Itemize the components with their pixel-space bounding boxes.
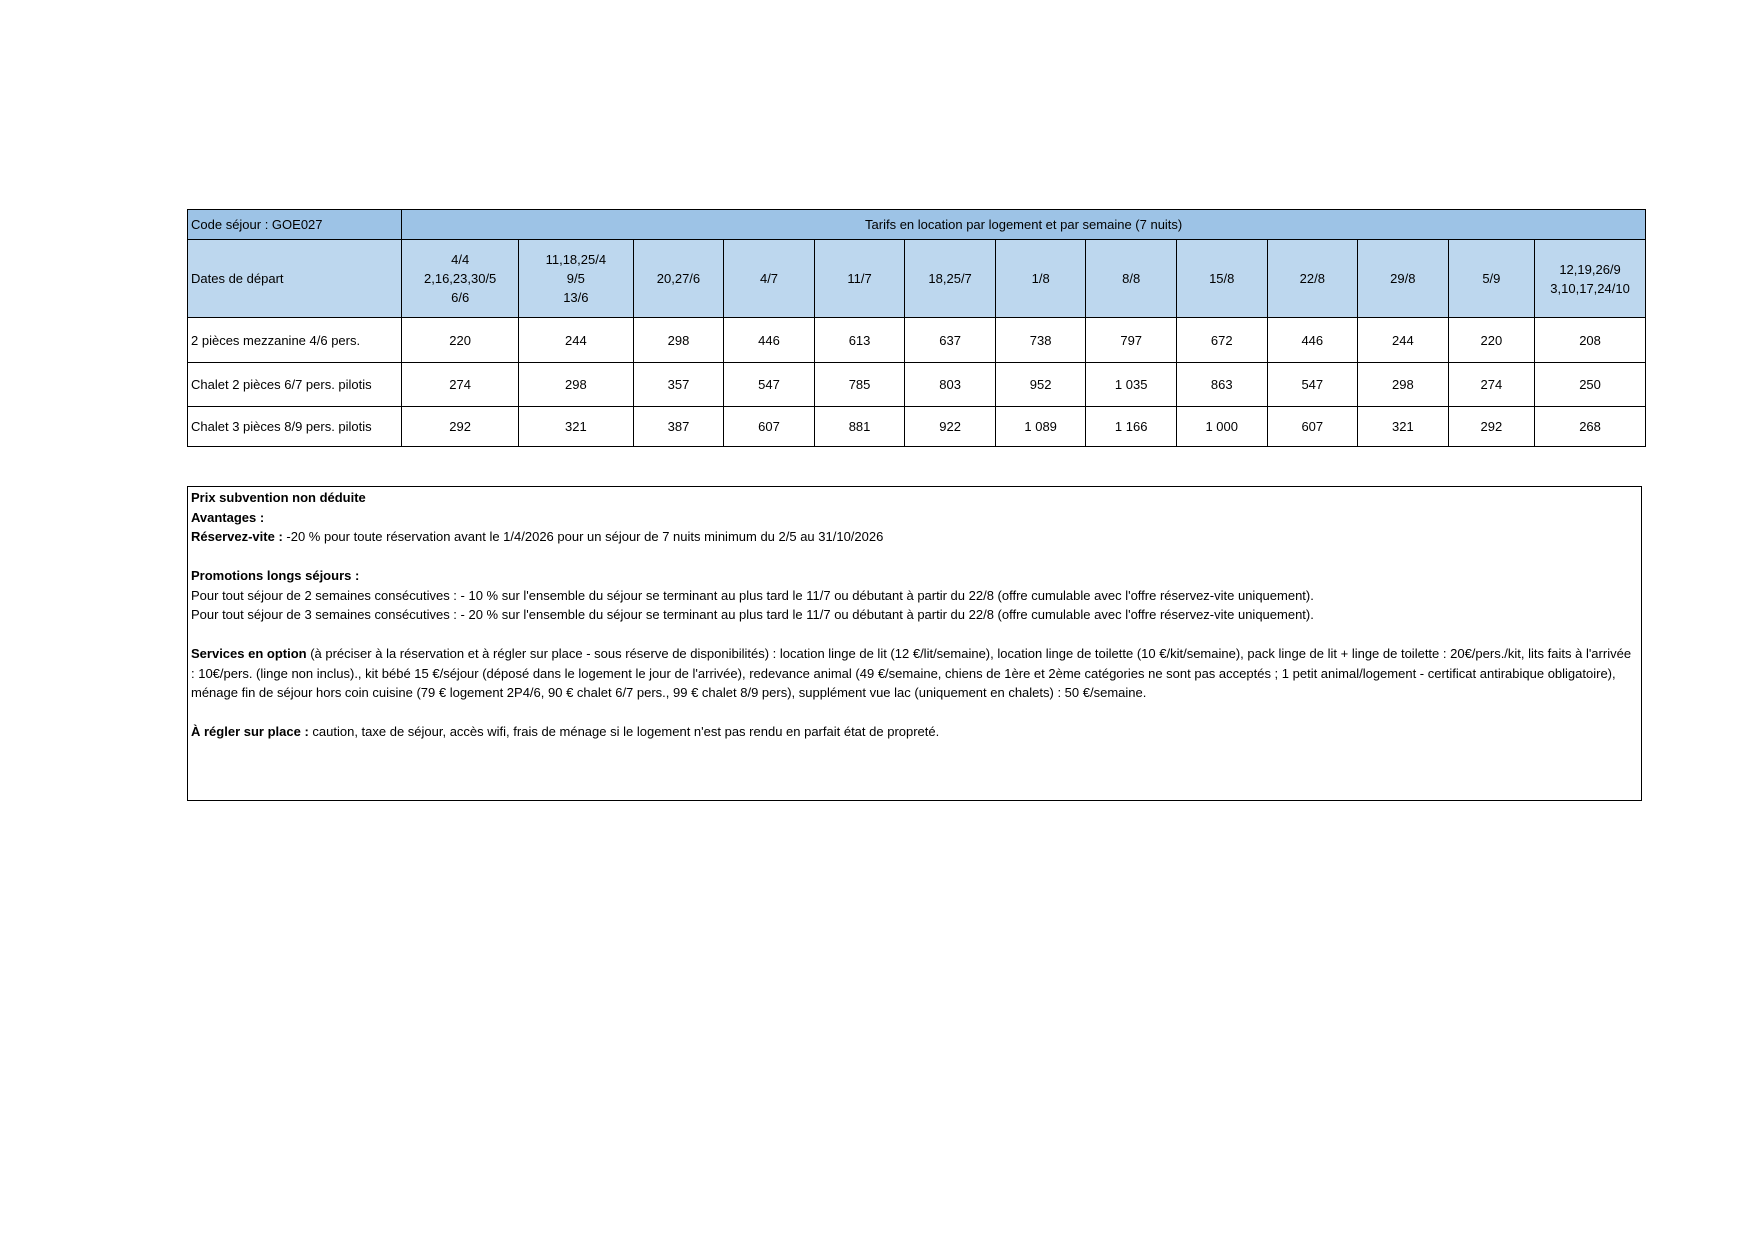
accommodation-label: Chalet 2 pièces 6/7 pers. pilotis: [188, 363, 402, 407]
price-cell: 607: [1267, 407, 1358, 447]
price-cell: 785: [814, 363, 905, 407]
date-column-header: 29/8: [1358, 240, 1449, 318]
price-cell: 1 089: [995, 407, 1086, 447]
table-header-row: [188, 210, 1646, 240]
price-cell: 292: [1448, 407, 1535, 447]
rates-table: [187, 209, 1646, 447]
price-cell: 672: [1176, 318, 1267, 363]
early-booking-line: [191, 527, 1638, 547]
price-cell: 803: [905, 363, 996, 407]
accommodation-label: Chalet 3 pièces 8/9 pers. pilotis: [188, 407, 402, 447]
date-column-header: 5/9: [1448, 240, 1535, 318]
price-cell: 298: [519, 363, 634, 407]
date-column-header: 22/8: [1267, 240, 1358, 318]
price-cell: 881: [814, 407, 905, 447]
dates-row: [188, 240, 1646, 318]
dates-label: Dates de départ: [188, 240, 402, 318]
price-cell: 220: [1448, 318, 1535, 363]
price-cell: 298: [1358, 363, 1449, 407]
price-cell: 1 035: [1086, 363, 1177, 407]
price-cell: 321: [1358, 407, 1449, 447]
date-column-header: 4/4 2,16,23,30/5 6/6: [402, 240, 519, 318]
price-cell: 1 166: [1086, 407, 1177, 447]
price-cell: 274: [402, 363, 519, 407]
price-cell: 220: [402, 318, 519, 363]
services-paragraph: [191, 644, 1638, 703]
early-booking-label: Réservez-vite :: [191, 529, 283, 544]
price-cell: 244: [1358, 318, 1449, 363]
onsite-paragraph: [191, 722, 1638, 742]
date-column-header: 8/8: [1086, 240, 1177, 318]
services-text: (à préciser à la réservation et à régler sur place - sous réserve de disponibilités) : location linge de lit (12 €/lit/semaine), location linge de toilette (10 €/kit/semaine), pack linge de lit + linge de toilette : 20€/pers./kit, lits faits à l'arrivée : 10€/pers. (linge non inclus)., kit bébé 15 €/séjour (déposé dans le logement le jour de l'arrivée), redevance animal (49 €/semaine, chiens de 1ère et 2ème catégories ne sont pas acceptés ; 1 petit animal/logement - certificat antirabique obligatoire), ménage fin de séjour hors coin cuisine (79 € logement 2P4/6, 90 € chalet 6/7 pers., 99 € chalet 8/9 pers), supplément vue lac (uniquement en chalets) : 50 €/semaine.: [191, 646, 1632, 700]
price-cell: 244: [519, 318, 634, 363]
onsite-label: À régler sur place :: [191, 724, 309, 739]
price-cell: 446: [724, 318, 815, 363]
price-cell: 357: [633, 363, 724, 407]
early-booking-text: -20 % pour toute réservation avant le 1/4/2026 pour un séjour de 7 nuits minimum du 2/5 au 31/10/2026: [282, 529, 884, 544]
date-column-header: 20,27/6: [633, 240, 724, 318]
price-cell: 952: [995, 363, 1086, 407]
date-column-header: 4/7: [724, 240, 815, 318]
price-cell: 446: [1267, 318, 1358, 363]
date-column-header: 12,19,26/9 3,10,17,24/10: [1535, 240, 1646, 318]
price-cell: 321: [519, 407, 634, 447]
date-column-header: 11/7: [814, 240, 905, 318]
table-row: [188, 318, 1646, 363]
promo-2-weeks: Pour tout séjour de 2 semaines consécutives : - 10 % sur l'ensemble du séjour se terminant au plus tard le 11/7 ou débutant à partir du 22/8 (offre cumulable avec l'offre réservez-vite uniquement).: [191, 587, 1314, 603]
price-cell: 274: [1448, 363, 1535, 407]
price-cell: 922: [905, 407, 996, 447]
advantages-title: Avantages :: [191, 509, 265, 525]
price-cell: 387: [633, 407, 724, 447]
date-column-header: 15/8: [1176, 240, 1267, 318]
price-cell: 797: [1086, 318, 1177, 363]
price-cell: 607: [724, 407, 815, 447]
price-cell: 208: [1535, 318, 1646, 363]
services-label: Services en option: [191, 646, 307, 661]
price-cell: 250: [1535, 363, 1646, 407]
table-row: [188, 407, 1646, 447]
price-cell: 738: [995, 318, 1086, 363]
subsidy-note: Prix subvention non déduite: [191, 490, 366, 505]
promo-title: Promotions longs séjours :: [191, 568, 360, 583]
date-column-header: 11,18,25/4 9/5 13/6: [519, 240, 634, 318]
onsite-text: caution, taxe de séjour, accès wifi, frais de ménage si le logement n'est pas rendu en parfait état de propreté.: [308, 724, 940, 739]
accommodation-label: 2 pièces mezzanine 4/6 pers.: [188, 318, 402, 363]
price-cell: 547: [724, 363, 815, 407]
price-cell: 637: [905, 318, 996, 363]
date-column-header: 1/8: [995, 240, 1086, 318]
price-cell: 547: [1267, 363, 1358, 407]
price-cell: 863: [1176, 363, 1267, 407]
stay-code: Code séjour : GOE027: [188, 210, 402, 240]
price-cell: 298: [633, 318, 724, 363]
price-cell: 613: [814, 318, 905, 363]
table-row: [188, 363, 1646, 407]
price-cell: 268: [1535, 407, 1646, 447]
price-cell: 292: [402, 407, 519, 447]
price-cell: 1 000: [1176, 407, 1267, 447]
date-column-header: 18,25/7: [905, 240, 996, 318]
notes-box: [187, 486, 1642, 801]
table-title: Tarifs en location par logement et par semaine (7 nuits): [402, 210, 1646, 240]
promo-3-weeks: Pour tout séjour de 3 semaines consécutives : - 20 % sur l'ensemble du séjour se terminant au plus tard le 11/7 ou débutant à partir du 22/8 (offre cumulable avec l'offre réservez-vite uniquement).: [191, 607, 1314, 622]
